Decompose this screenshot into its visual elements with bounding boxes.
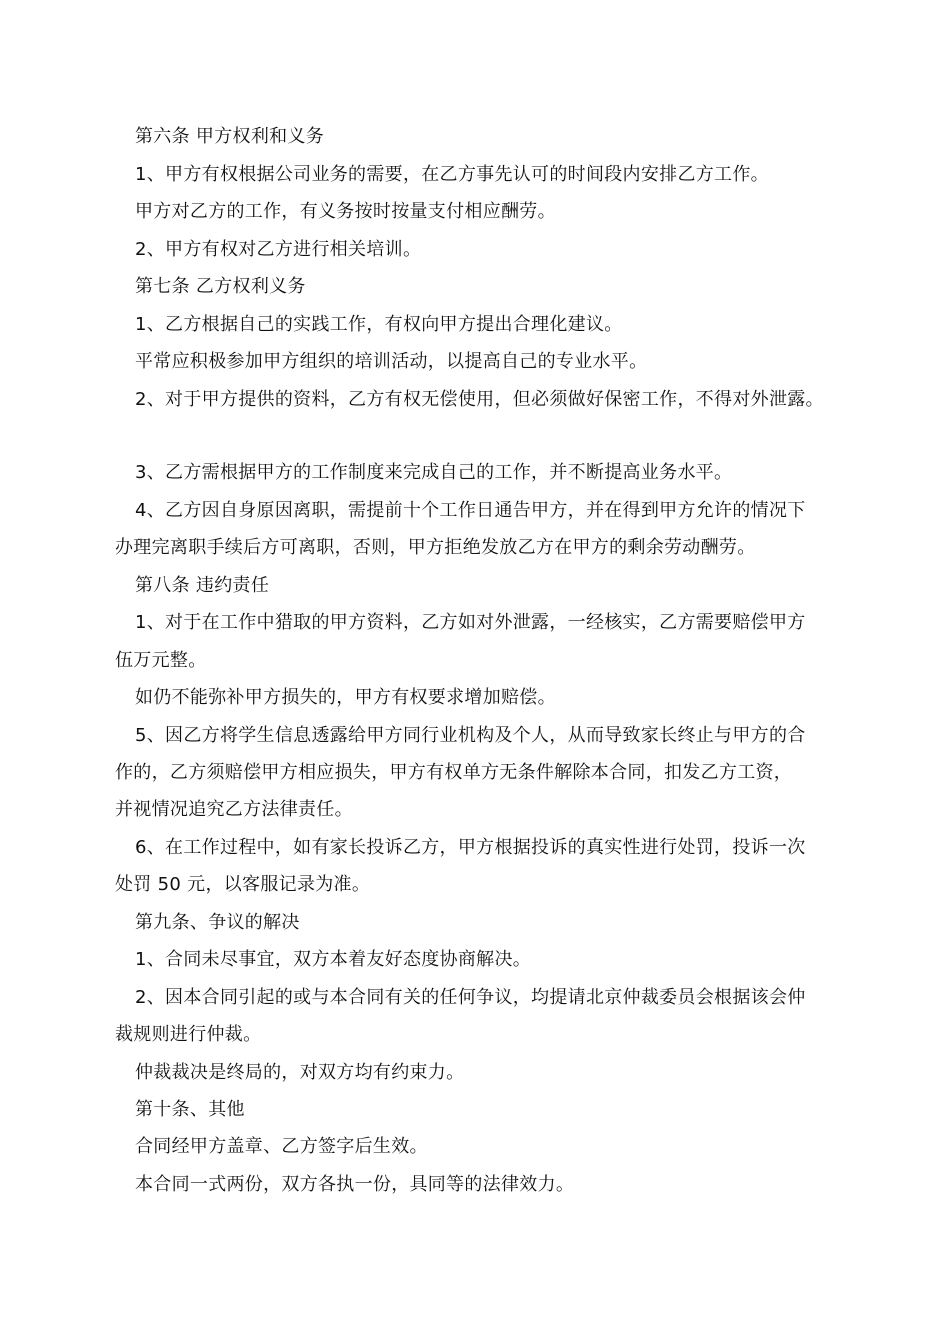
article-9-item-2-note: 仲裁裁决是终局的，对双方均有约束力。 xyxy=(135,1062,465,1083)
article-6-item-2: 2、甲方有权对乙方进行相关培训。 xyxy=(135,239,422,260)
article-9-item-2-line-2: 裁规则进行仲裁。 xyxy=(115,1024,262,1045)
article-8-item-5-line-2: 作的，乙方须赔偿甲方相应损失，甲方有权单方无条件解除本合同，扣发乙方工资， xyxy=(115,762,793,783)
article-8-item-5-line-1: 5、因乙方将学生信息透露给甲方同行业机构及个人，从而导致家长终止与甲方的合 xyxy=(135,725,806,746)
article-10-item-2: 本合同一式两份，双方各执一份，具同等的法律效力。 xyxy=(135,1174,575,1195)
article-8-item-1-line-1: 1、对于在工作中猎取的甲方资料，乙方如对外泄露，一经核实，乙方需要赔偿甲方 xyxy=(135,612,806,633)
article-7-item-1: 1、乙方根据自己的实践工作，有权向甲方提出合理化建议。 xyxy=(135,314,623,335)
article-10-heading: 第十条、其他 xyxy=(135,1099,245,1120)
article-8-item-5-line-3: 并视情况追究乙方法律责任。 xyxy=(115,799,353,820)
article-8-item-1-line-2: 伍万元整。 xyxy=(115,650,207,671)
article-8-heading: 第八条 违约责任 xyxy=(135,575,270,596)
article-7-item-2: 2、对于甲方提供的资料，乙方有权无偿使用，但必须做好保密工作，不得对外泄露。 xyxy=(135,389,824,410)
article-7-item-3: 3、乙方需根据甲方的工作制度来完成自己的工作，并不断提高业务水平。 xyxy=(135,462,733,483)
article-8-item-6-line-1: 6、在工作过程中，如有家长投诉乙方，甲方根据投诉的真实性进行处罚，投诉一次 xyxy=(135,837,806,858)
article-8-item-6-line-2: 处罚 50 元，以客服记录为准。 xyxy=(115,874,371,895)
article-7-item-4-line-2: 办理完离职手续后方可离职，否则，甲方拒绝发放乙方在甲方的剩余劳动酬劳。 xyxy=(115,537,756,558)
article-9-heading: 第九条、争议的解决 xyxy=(135,912,300,933)
article-7-item-4-line-1: 4、乙方因自身原因离职，需提前十个工作日通告甲方，并在得到甲方允许的情况下 xyxy=(135,500,806,521)
article-7-item-1-note: 平常应积极参加甲方组织的培训活动，以提高自己的专业水平。 xyxy=(135,351,648,372)
article-7-heading: 第七条 乙方权利义务 xyxy=(135,276,306,297)
article-10-item-1: 合同经甲方盖章、乙方签字后生效。 xyxy=(135,1136,428,1157)
article-9-item-2-line-1: 2、因本合同引起的或与本合同有关的任何争议，均提请北京仲裁委员会根据该会仲 xyxy=(135,987,806,1008)
article-6-heading: 第六条 甲方权利和义务 xyxy=(135,126,325,147)
article-8-item-1-note: 如仍不能弥补甲方损失的，甲方有权要求增加赔偿。 xyxy=(135,687,556,708)
article-6-item-1-note: 甲方对乙方的工作，有义务按时按量支付相应酬劳。 xyxy=(135,201,556,222)
article-9-item-1: 1、合同未尽事宜，双方本着友好态度协商解决。 xyxy=(135,949,532,970)
article-6-item-1: 1、甲方有权根据公司业务的需要，在乙方事先认可的时间段内安排乙方工作。 xyxy=(135,164,769,185)
